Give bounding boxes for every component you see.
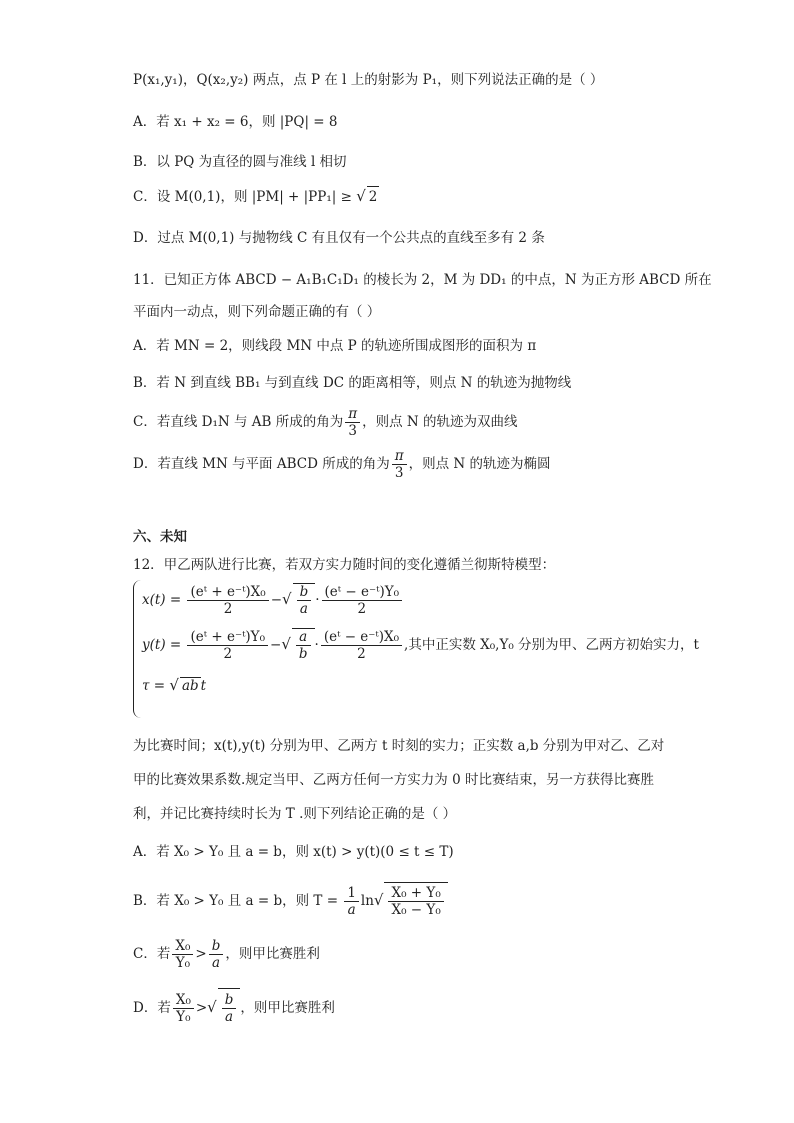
- q12-b-frac-den: a: [347, 902, 356, 918]
- q11-option-d: [133, 447, 550, 481]
- q12-b-rad-den: X₀ − Y₀: [391, 902, 441, 918]
- eq-y-minus: −: [270, 637, 282, 653]
- q12-b-ln: ln: [360, 893, 374, 909]
- equation-x: x(t) = $\frac{\text{(eᵗ + e⁻ᵗ)X₀}}{2}$ −√ $\frac{b}{a}$ · $\frac{\text{(eᵗ − e⁻ᵗ)Y₀}}{2}$: [142, 583, 404, 617]
- q12-c-frac: [172, 938, 193, 971]
- eq-x-lhs: x(t) =: [142, 592, 186, 608]
- q12-b-radical: [388, 885, 443, 918]
- q12-stem: 12．甲乙两队进行比赛，若双方实力随时间的变化遵循兰彻斯特模型：: [133, 557, 556, 573]
- q12-c-tail: ，则甲比赛胜利: [225, 946, 320, 962]
- eq-x-radical: [297, 584, 312, 617]
- eq-y-frac2-num: (eᵗ − e⁻ᵗ)X₀: [321, 629, 402, 646]
- q12-c-ratio-den: a: [211, 955, 221, 971]
- eq-x-minus: −: [270, 592, 282, 608]
- q11-stem-line2: 平面内一动点，则下列命题正确的有（ ）: [133, 304, 381, 320]
- q12-c-ratio-num: b: [209, 938, 224, 955]
- q11-option-d-angle: [392, 448, 407, 481]
- q12-b-text: B．若 X₀ > Y₀ 且 a = b，则 T =: [133, 893, 343, 909]
- q12-d-gt: >: [195, 1000, 208, 1016]
- eq-x-frac1-num: (eᵗ + e⁻ᵗ)X₀: [187, 584, 268, 601]
- q11-c-angle-num: π: [345, 406, 360, 423]
- eq-tau-radicand: ab: [181, 678, 199, 694]
- eq-y-rad-den: b: [298, 646, 308, 662]
- q12-d-rad-den: a: [225, 1009, 234, 1025]
- q12-d-radical: [222, 992, 237, 1025]
- eq-y-radical: [296, 629, 311, 662]
- q11-d-angle-num: π: [392, 448, 407, 465]
- q11-option-d-tail: ，则点 N 的轨迹为椭圆: [408, 456, 551, 472]
- eq-x-frac2-num: (eᵗ − e⁻ᵗ)Y₀: [322, 584, 403, 601]
- section-heading: 六、未知: [133, 529, 187, 545]
- q12-c-text: C．若: [133, 946, 171, 962]
- q12-desc-line3: 利，并记比赛持续时长为 T .则下列结论正确的是（ ）: [133, 806, 457, 822]
- eq-x-frac2: [322, 584, 403, 617]
- q11-stem-line1: 11．已知正方体 ABCD − A₁B₁C₁D₁ 的棱长为 2，M 为 DD₁ 的中点，N 为正方形 ABCD 所在: [133, 272, 712, 288]
- q10-option-c-text: C．设 M(0,1)，则 |PM| + |PP₁| ≥: [133, 189, 357, 205]
- q12-c-ratio: [209, 938, 224, 971]
- q12-b-frac-num: 1: [344, 885, 359, 902]
- eq-tau-t: t: [200, 678, 207, 694]
- equation-tau: τ = √ ab t: [142, 676, 207, 694]
- q12-b-rad-num: X₀ + Y₀: [388, 885, 443, 902]
- eq-y-frac2-den: 2: [357, 646, 366, 662]
- eq-y-frac2: [321, 629, 402, 662]
- q12-c-frac-den: Y₀: [175, 955, 191, 971]
- q11-option-c-angle: [345, 406, 360, 439]
- q11-c-angle-den: 3: [348, 423, 357, 439]
- q12-d-frac-num: X₀: [173, 992, 194, 1009]
- q11-option-c-text: C．若直线 D₁N 与 AB 所成的角为: [133, 414, 344, 430]
- eq-y-frac1: [187, 629, 268, 662]
- eq-y-frac1-num: (eᵗ + e⁻ᵗ)Y₀: [187, 629, 268, 646]
- q12-b-frac: [344, 885, 359, 918]
- q12-option-d: D．若 $\frac{\text{X₀}}{\text{Y₀}}$ >√ $\frac{b}{a}$ ，则甲比赛胜利: [133, 988, 335, 1027]
- q11-option-b: B．若 N 到直线 BB₁ 与到直线 DC 的距离相等，则点 N 的轨迹为抛物线: [133, 375, 572, 391]
- q12-d-frac-den: Y₀: [176, 1009, 191, 1025]
- eq-y-tail: ,其中正实数 X₀,Y₀ 分别为甲、乙两方初始实力，t: [404, 637, 699, 653]
- eq-x-frac1: [187, 584, 268, 617]
- q10-option-c-radicand: 2: [367, 186, 380, 207]
- q12-option-b: B．若 X₀ > Y₀ 且 a = b，则 T = $\frac{1}{a}$ ln√ $\frac{\text{X₀ + Y₀}}{\text{X₀ − Y₀}}$: [133, 882, 448, 919]
- q12-desc-line2: 甲的比赛效果系数.规定当甲、乙两方任何一方实力为 0 时比赛结束，另一方获得比赛胜: [133, 772, 654, 788]
- eq-x-rad-num: b: [297, 584, 312, 601]
- eq-y-frac1-den: 2: [223, 646, 233, 662]
- q11-option-c-tail: ，则点 N 的轨迹为双曲线: [362, 414, 518, 430]
- q10-option-c: C．设 M(0,1)，则 |PM| + |PP₁| ≥ √ 2: [133, 187, 378, 205]
- eq-tau-lhs: τ =: [142, 678, 170, 694]
- q12-c-frac-num: X₀: [172, 938, 193, 955]
- eq-y-lhs: y(t) =: [142, 637, 186, 653]
- eq-x-frac1-den: 2: [223, 601, 233, 617]
- q11-option-d-text: D．若直线 MN 与平面 ABCD 所成的角为: [133, 456, 390, 472]
- q11-d-angle-den: 3: [394, 465, 404, 481]
- q12-d-frac: [173, 992, 194, 1025]
- eq-y-rad-num: a: [296, 629, 311, 646]
- q10-option-b: B．以 PQ 为直径的圆与准线 l 相切: [133, 154, 347, 170]
- q12-d-tail: ，则甲比赛胜利: [240, 1000, 335, 1016]
- q12-option-c: [133, 936, 320, 972]
- q12-d-rad-num: b: [222, 992, 237, 1009]
- q12-c-gt: >: [195, 946, 207, 962]
- q12-d-text: D．若: [133, 1000, 171, 1016]
- q10-intro: P(x₁,y₁)，Q(x₂,y₂) 两点，点 P 在 l 上的射影为 P₁，则下列说法正确的是（ ）: [133, 72, 604, 88]
- q10-option-a: A．若 x₁ + x₂ = 6，则 |PQ| = 8: [133, 114, 338, 130]
- eq-x-rad-den: a: [299, 601, 308, 617]
- q10-option-d: D．过点 M(0,1) 与抛物线 C 有且仅有一个公共点的直线至多有 2 条: [133, 230, 545, 246]
- q12-desc-line1: 为比赛时间；x(t),y(t) 分别为甲、乙两方 t 时刻的实力；正实数 a,b 分别为甲对乙、乙对: [133, 738, 665, 754]
- q12-option-a: A．若 X₀ > Y₀ 且 a = b，则 x(t) > y(t)(0 ≤ t ≤ T): [133, 844, 454, 860]
- q11-option-c: [133, 405, 518, 439]
- eq-x-frac2-den: 2: [357, 601, 367, 617]
- q11-option-a: A．若 MN = 2，则线段 MN 中点 P 的轨迹所围成图形的面积为 π: [133, 338, 537, 354]
- equation-y: y(t) = $\frac{\text{(eᵗ + e⁻ᵗ)Y₀}}{2}$ −√ $\frac{a}{b}$ · $\frac{\text{(eᵗ − e⁻ᵗ)X₀}}{2}$ ,其中正实数 X₀,Y₀ 分别为甲、乙两方初始实力，t: [142, 629, 699, 662]
